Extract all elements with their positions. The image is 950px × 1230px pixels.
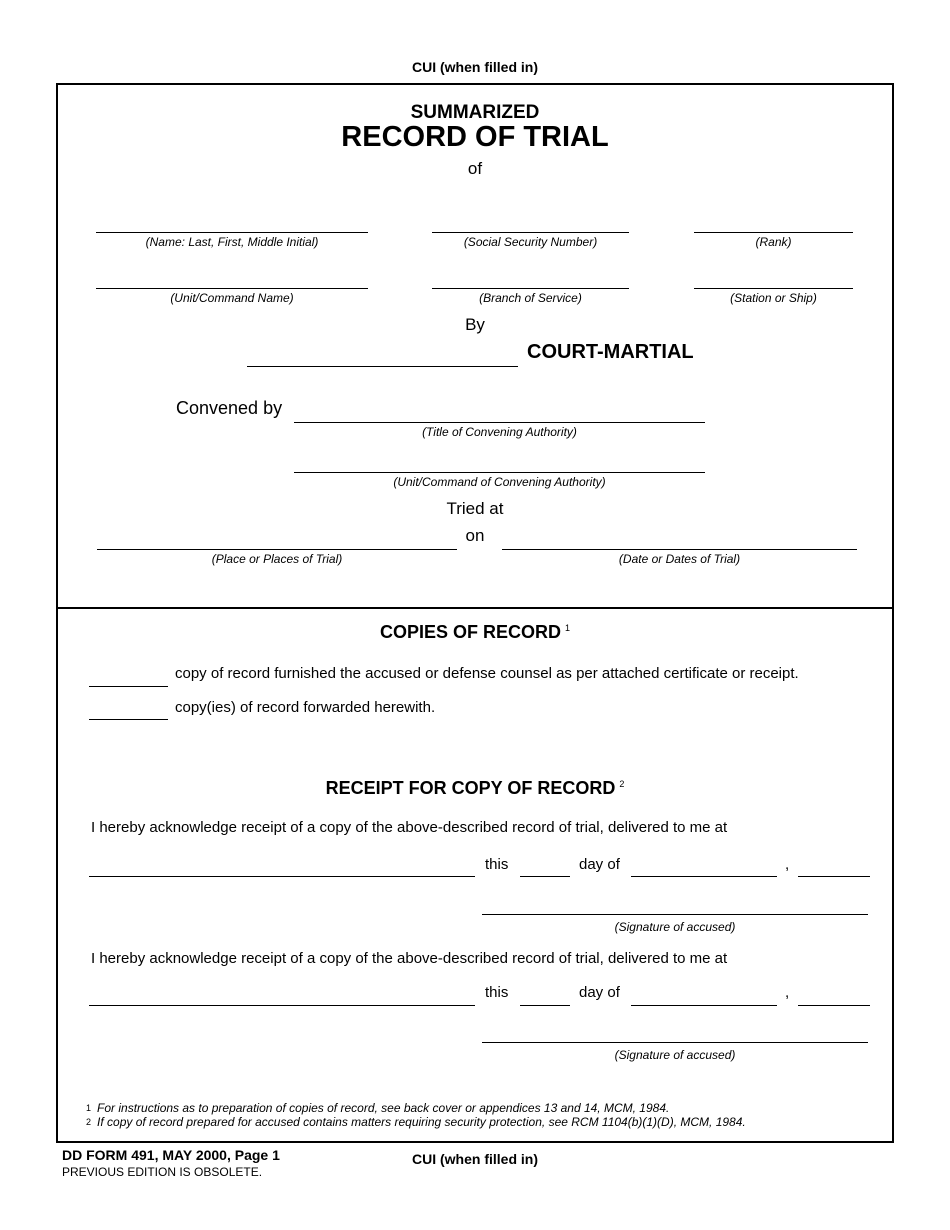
name-field[interactable] <box>96 232 368 233</box>
receipt-month-field-2[interactable] <box>631 1005 777 1006</box>
receipt-day-field-2[interactable] <box>520 1005 570 1006</box>
cui-marking-top: CUI (when filled in) <box>412 59 538 75</box>
receipt-ack-text-2: I hereby acknowledge receipt of a copy of the above-described record of trial, delivered to me at <box>91 950 728 967</box>
footnote-1: 1 For instructions as to preparation of copies of record, see back cover or appendices 13 and 14, MCM, 1984. <box>86 1101 670 1115</box>
tried-at-label: Tried at <box>446 499 504 518</box>
title-summarized: SUMMARIZED <box>410 102 540 123</box>
station-caption: (Station or Ship) <box>730 291 817 305</box>
comma-2: , <box>785 984 790 1001</box>
copies-heading: COPIES OF RECORD $^1$ <box>379 622 571 642</box>
on-label: on <box>465 526 485 545</box>
obsolete-notice: PREVIOUS EDITION IS OBSOLETE. <box>62 1165 263 1179</box>
convening-unit-caption: (Unit/Command of Convening Authority) <box>393 475 606 489</box>
place-caption: (Place or Places of Trial) <box>211 552 343 566</box>
day-of-label-1: day of <box>579 856 620 873</box>
receipt-day-field-1[interactable] <box>520 876 570 877</box>
ssn-field[interactable] <box>432 232 629 233</box>
by-label: By <box>465 315 485 334</box>
this-label-1: this <box>485 856 509 873</box>
footnote-2: 2 If copy of record prepared for accused contains matters requiring security protection, see RCM 1104(b)(1)(D), MCM, 1984. <box>86 1115 746 1129</box>
comma-1: , <box>785 856 790 873</box>
name-caption: (Name: Last, First, Middle Initial) <box>145 235 319 249</box>
signature-caption-1: (Signature of accused) <box>614 920 736 934</box>
copies-furnished-text: copy of record furnished the accused or defense counsel as per attached certificate or receipt. <box>175 665 799 682</box>
cui-marking-bottom: CUI (when filled in) <box>412 1151 538 1167</box>
copies-footnote-ref: 1 <box>565 623 571 633</box>
form-number: DD FORM 491, MAY 2000, Page 1 <box>62 1147 280 1163</box>
unit-field[interactable] <box>96 288 368 289</box>
copies-furnished-count-field[interactable] <box>89 686 168 687</box>
date-caption: (Date or Dates of Trial) <box>618 552 741 566</box>
court-type-field[interactable] <box>247 366 518 367</box>
rank-field[interactable] <box>694 232 853 233</box>
title-of: of <box>467 159 483 178</box>
receipt-month-field-1[interactable] <box>631 876 777 877</box>
signature-field-1[interactable] <box>482 914 868 915</box>
page-number: Page 1 <box>234 1147 280 1163</box>
receipt-heading: RECEIPT FOR COPY OF RECORD $^2$ <box>325 778 625 798</box>
ssn-caption: (Social Security Number) <box>463 235 598 249</box>
receipt-location-field-1[interactable] <box>89 876 475 877</box>
page-title: RECORD OF TRIAL <box>341 121 609 153</box>
rank-caption: (Rank) <box>755 235 792 249</box>
branch-field[interactable] <box>432 288 629 289</box>
convening-authority-unit-field[interactable] <box>294 472 705 473</box>
convening-authority-title-field[interactable] <box>294 422 705 423</box>
court-martial-label: COURT-MARTIAL <box>527 341 694 363</box>
receipt-year-field-1[interactable] <box>798 876 870 877</box>
receipt-footnote-ref: 2 <box>619 779 625 789</box>
convened-by-label: Convened by <box>176 398 283 418</box>
section-divider <box>56 607 894 609</box>
date-of-trial-field[interactable] <box>502 549 857 550</box>
convening-title-caption: (Title of Convening Authority) <box>422 425 577 439</box>
receipt-year-field-2[interactable] <box>798 1005 870 1006</box>
station-field[interactable] <box>694 288 853 289</box>
receipt-ack-text-1: I hereby acknowledge receipt of a copy of the above-described record of trial, delivered to me at <box>91 819 728 836</box>
copies-forwarded-count-field[interactable] <box>89 719 168 720</box>
copies-forwarded-text: copy(ies) of record forwarded herewith. <box>175 699 436 716</box>
unit-caption: (Unit/Command Name) <box>170 291 294 305</box>
signature-caption-2: (Signature of accused) <box>614 1048 736 1062</box>
branch-caption: (Branch of Service) <box>479 291 582 305</box>
signature-field-2[interactable] <box>482 1042 868 1043</box>
day-of-label-2: day of <box>579 984 620 1001</box>
place-of-trial-field[interactable] <box>97 549 457 550</box>
receipt-location-field-2[interactable] <box>89 1005 475 1006</box>
this-label-2: this <box>485 984 509 1001</box>
